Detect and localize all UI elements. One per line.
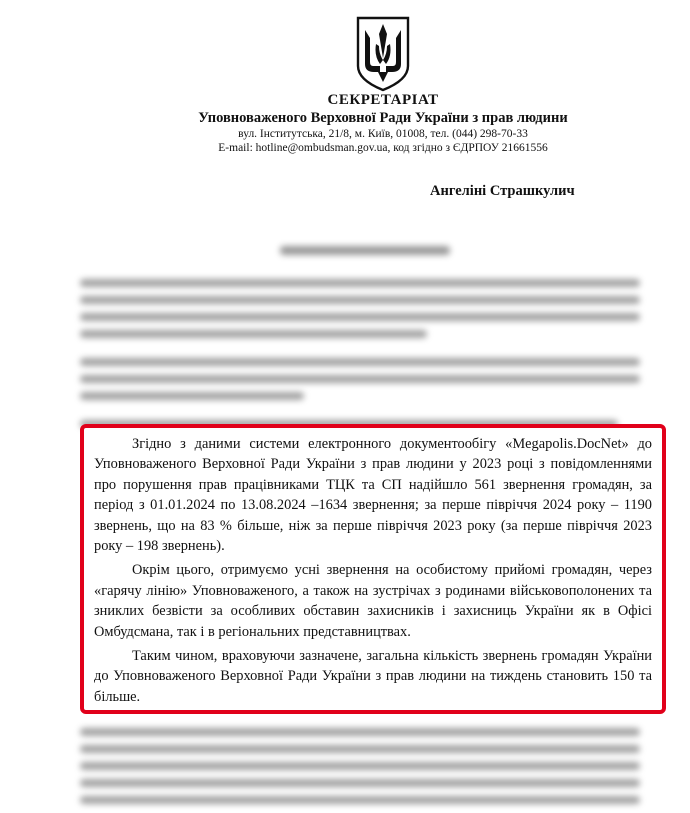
- paragraph-oral-appeals: Окрім цього, отримуємо усні звернення на особистому прийомі громадян, через «гарячу лінію» Уповноваженого, а також на зустрічах з родинами військовополонених та зниклих безвісти за особливих обставин захисників і захисниць України як в Офісі Омбудсмана, так і в регіональних представництвах.: [94, 562, 652, 640]
- highlighted-text: [94, 434, 652, 711]
- email-line: E-mail: hotline@ombudsman.gov.ua, код згідно з ЄДРПОУ 21661556: [218, 142, 548, 154]
- redacted-text-block-bottom: [80, 728, 640, 813]
- paragraph-conclusion: Таким чином, враховуючи зазначене, загальна кількість звернень громадян України до Уповноваженого Верховної Ради України з прав людини на тиждень становить 150 та більше.: [94, 648, 652, 705]
- org-subtitle: Уповноваженого Верховної Ради України з прав людини: [198, 110, 568, 126]
- address-line: вул. Інститутська, 21/8, м. Київ, 01008, тел. (044) 298-70-33: [238, 128, 528, 140]
- trident-emblem-icon: [354, 14, 412, 92]
- paragraph-statistics: Згідно з даними системи електронного документообігу «Megapolis.DocNet» до Уповноваженого Верховної Ради України з прав людини у 2023 році з повідомленнями про порушення прав працівниками ТЦК та СП надійшло 561 звернення громадян, за період з 01.01.2024 по 13.08.2024 –1634 звернення; за перше півріччя 2024 року – 1190 звернень, що на 83 % більше, ніж за перше півріччя 2023 року (за перше півріччя 2023 року – 198 звернень).: [94, 436, 652, 555]
- highlighted-section: [80, 424, 666, 714]
- redacted-text-block: [80, 246, 640, 437]
- recipient-name: Ангеліні Страшкулич: [430, 183, 575, 199]
- org-title: СЕКРЕТАРІАТ: [327, 92, 439, 108]
